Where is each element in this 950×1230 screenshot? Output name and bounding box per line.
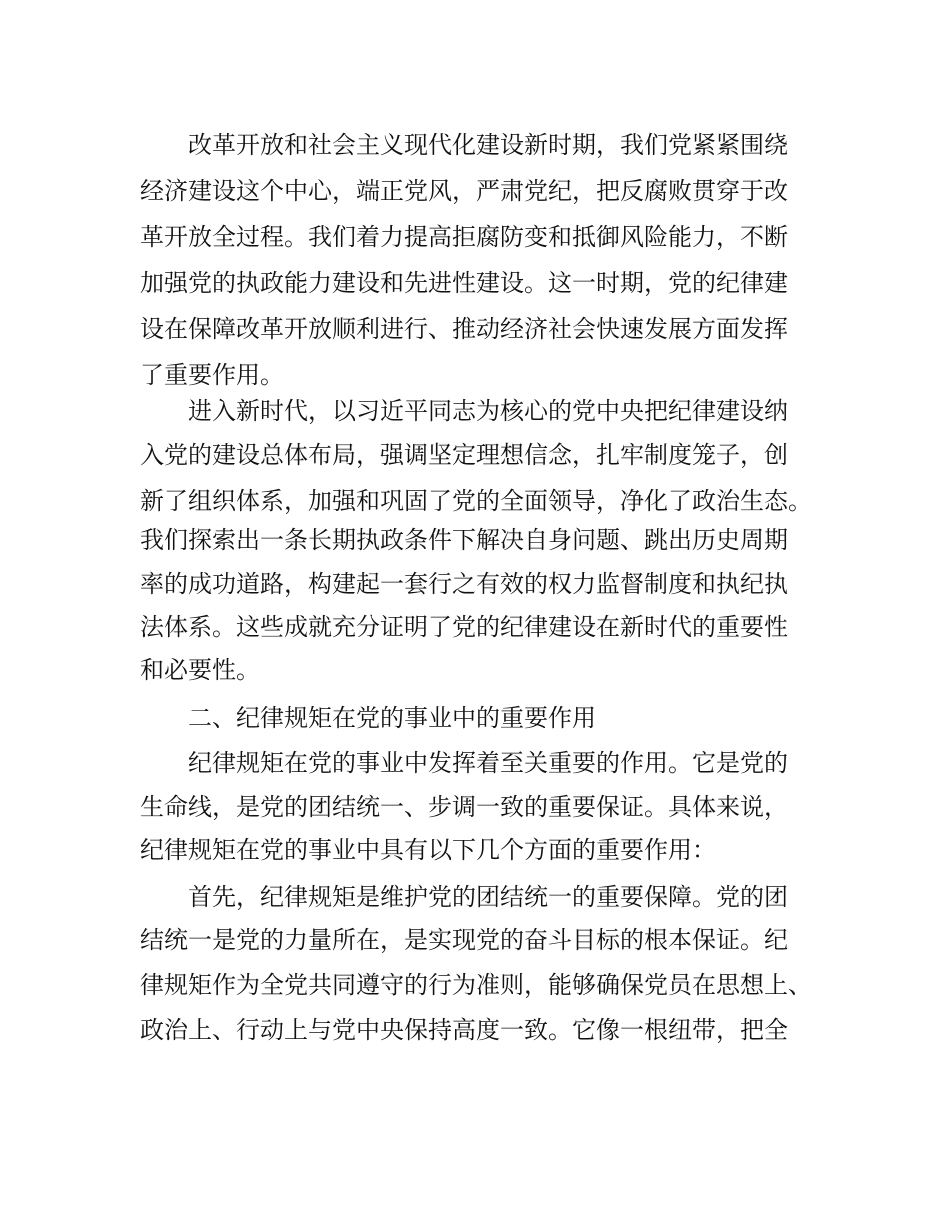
- text-line: 设在保障改革开放顺利进行、推动经济社会快速发展方面发挥: [140, 315, 788, 343]
- text-line: 率的成功道路，构建起一套行之有效的权力监督制度和执纪执: [140, 570, 788, 598]
- text-line: 我们探索出一条长期执政条件下解决自身问题、跳出历史周期: [140, 526, 788, 554]
- text-line: 新了组织体系，加强和巩固了党的全面领导，净化了政治生态。: [140, 487, 812, 515]
- text-line: 律规矩作为全党共同遵守的行为准则，能够确保党员在思想上、: [140, 971, 812, 999]
- text-line: 入党的建设总体布局，强调坚定理想信念，扎牢制度笼子，创: [140, 441, 788, 469]
- text-line: 法体系。这些成就充分证明了党的纪律建设在新时代的重要性: [140, 613, 788, 641]
- text-line: 二、纪律规矩在党的事业中的重要作用: [188, 704, 596, 732]
- text-line: 首先，纪律规矩是维护党的团结统一的重要保障。党的团: [188, 883, 788, 911]
- text-line: 政治上、行动上与党中央保持高度一致。它像一根纽带，把全: [140, 1016, 788, 1044]
- text-line: 纪律规矩在党的事业中具有以下几个方面的重要作用：: [140, 836, 716, 864]
- text-line: 改革开放和社会主义现代化建设新时期，我们党紧紧围绕: [188, 131, 788, 159]
- text-line: 结统一是党的力量所在，是实现党的奋斗目标的根本保证。纪: [140, 926, 788, 954]
- text-line: 纪律规矩在党的事业中发挥着至关重要的作用。它是党的: [188, 749, 788, 777]
- text-line: 进入新时代，以习近平同志为核心的党中央把纪律建设纳: [188, 397, 788, 425]
- text-line: 革开放全过程。我们着力提高拒腐防变和抵御风险能力，不断: [140, 223, 788, 251]
- text-line: 了重要作用。: [140, 361, 284, 389]
- text-line: 经济建设这个中心，端正党风，严肃党纪，把反腐败贯穿于改: [140, 177, 788, 205]
- text-line: 生命线，是党的团结统一、步调一致的重要保证。具体来说，: [140, 793, 788, 821]
- text-line: 加强党的执政能力建设和先进性建设。这一时期，党的纪律建: [140, 269, 788, 297]
- text-line: 和必要性。: [140, 656, 260, 684]
